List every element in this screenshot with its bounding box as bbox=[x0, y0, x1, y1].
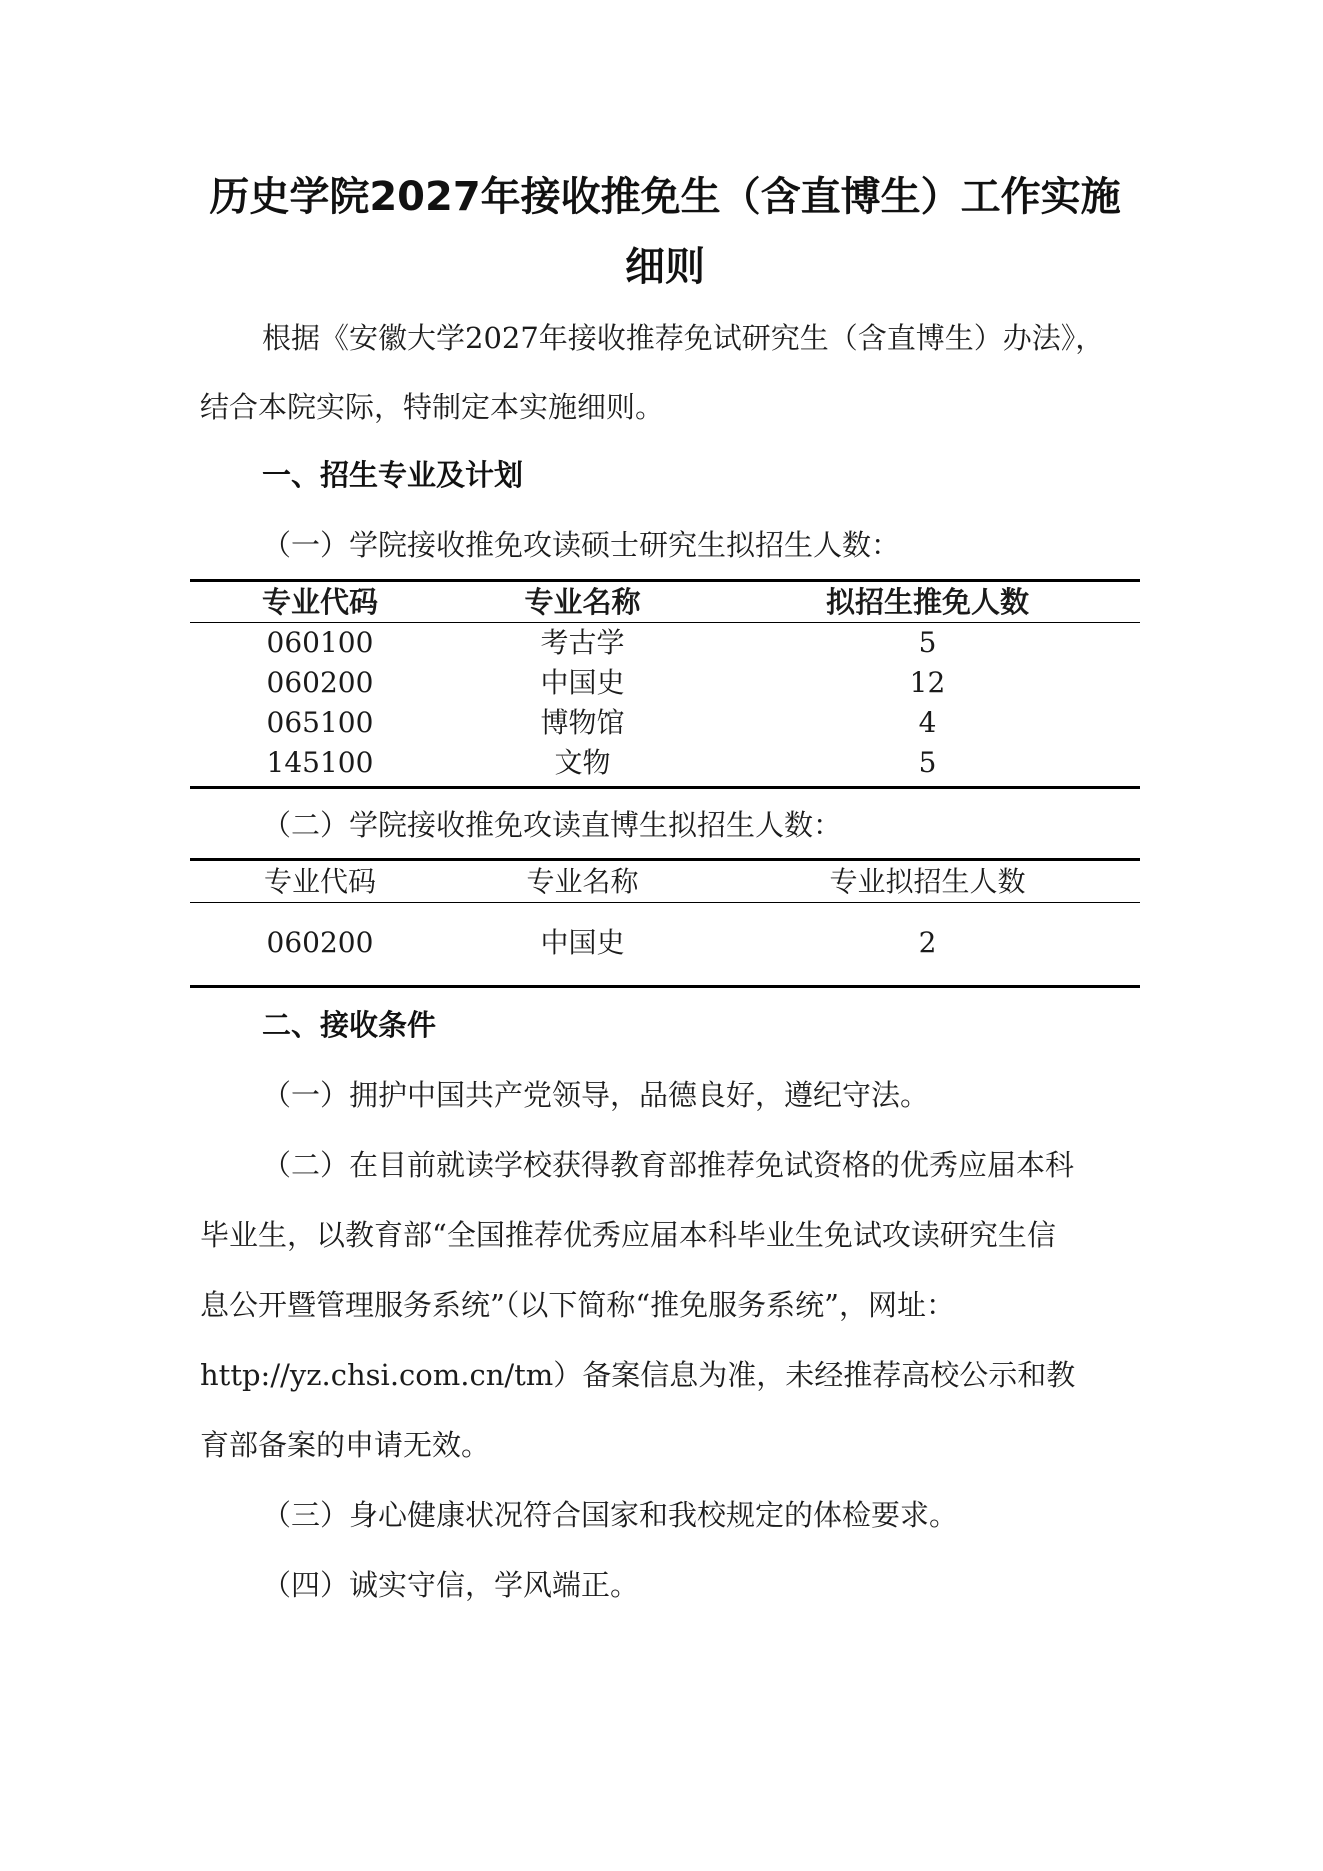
document-title-line-2: 细则 bbox=[625, 244, 705, 290]
table1-row-2-code: 060200 bbox=[266, 666, 374, 699]
table1-row-1-count: 5 bbox=[918, 626, 937, 659]
condition-2-line-2: 毕业生，以教育部“全国推荐优秀应届本科毕业生免试攻读研究生信 bbox=[200, 1218, 1056, 1252]
table1-row-2-count: 12 bbox=[909, 666, 946, 699]
table2-header-count: 专业拟招生人数 bbox=[829, 865, 1026, 898]
condition-4: （四）诚实守信，学风端正。 bbox=[262, 1568, 640, 1602]
table2-top-rule bbox=[190, 858, 1140, 861]
table2-header-rule bbox=[190, 902, 1140, 903]
table1-row-4-count: 5 bbox=[918, 746, 937, 779]
table1-row-4-code: 145100 bbox=[266, 746, 374, 779]
section-heading-plan: 一、招生专业及计划 bbox=[262, 458, 524, 492]
table2-caption: （二）学院接收推免攻读直博生拟招生人数： bbox=[262, 808, 843, 842]
table1-row-2-name: 中国史 bbox=[540, 666, 625, 699]
table1-row-1-code: 060100 bbox=[266, 626, 374, 659]
table2-row-1-code: 060200 bbox=[266, 926, 374, 959]
table1-row-4-name: 文物 bbox=[554, 746, 611, 779]
condition-2-line-3: 息公开暨管理服务系统”（以下简称“推免服务系统”，网址： bbox=[200, 1288, 955, 1322]
table1-header-rule bbox=[190, 622, 1140, 623]
table1-row-3-name: 博物馆 bbox=[540, 706, 625, 739]
table1-header-code: 专业代码 bbox=[261, 585, 378, 619]
condition-2-line-1: （二）在目前就读学校获得教育部推荐免试资格的优秀应届本科 bbox=[262, 1148, 1075, 1182]
table2-row-1-name: 中国史 bbox=[540, 926, 625, 959]
condition-1: （一）拥护中国共产党领导，品德良好，遵纪守法。 bbox=[262, 1078, 930, 1112]
intro-paragraph-line-2: 结合本院实际，特制定本实施细则。 bbox=[200, 390, 665, 424]
table1-row-3-count: 4 bbox=[918, 706, 937, 739]
condition-3: （三）身心健康状况符合国家和我校规定的体检要求。 bbox=[262, 1498, 959, 1532]
table2-header-code: 专业代码 bbox=[263, 865, 376, 898]
table1-bottom-rule bbox=[190, 786, 1140, 789]
table1-header-count: 拟招生推免人数 bbox=[825, 585, 1029, 619]
intro-paragraph-line-1: 根据《安徽大学2027年接收推荐免试研究生（含直博生）办法》， bbox=[262, 321, 1105, 355]
condition-2-line-4: http://yz.chsi.com.cn/tm）备案信息为准，未经推荐高校公示和教 bbox=[200, 1358, 1076, 1392]
table2-row-1-count: 2 bbox=[918, 926, 937, 959]
table1-row-3-code: 065100 bbox=[266, 706, 374, 739]
table1-row-1-name: 考古学 bbox=[540, 626, 625, 659]
table1-top-rule bbox=[190, 579, 1140, 582]
table1-header-name: 专业名称 bbox=[524, 585, 641, 619]
table2-bottom-rule bbox=[190, 985, 1140, 988]
condition-2-line-5: 育部备案的申请无效。 bbox=[200, 1428, 491, 1462]
table2-header-name: 专业名称 bbox=[526, 865, 639, 898]
document-title-line-1: 历史学院2027年接收推免生（含直博生）工作实施 bbox=[209, 174, 1121, 220]
section-heading-conditions: 二、接收条件 bbox=[262, 1008, 437, 1042]
table1-caption: （一）学院接收推免攻读硕士研究生拟招生人数： bbox=[262, 528, 901, 562]
